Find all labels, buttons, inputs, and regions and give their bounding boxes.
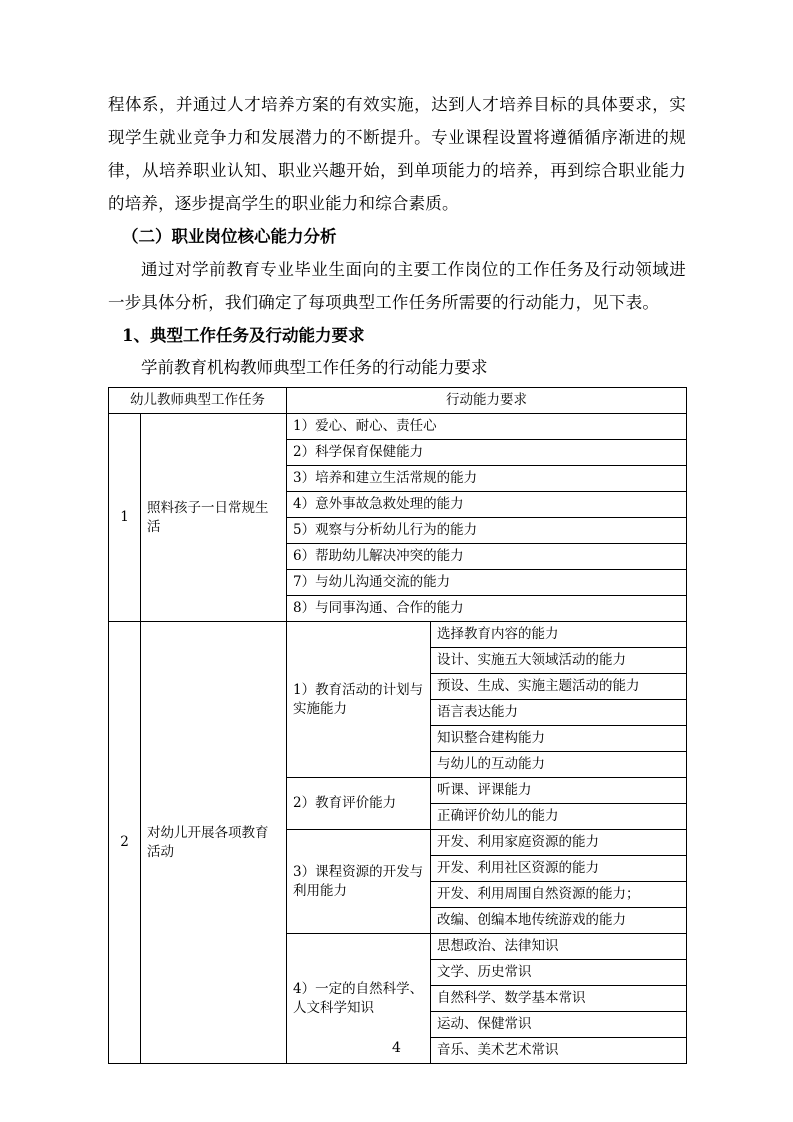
ability-item: 8）与同事沟通、合作的能力 [287, 596, 687, 622]
table-header-task: 幼儿教师典型工作任务 [109, 388, 287, 414]
row-number: 1 [109, 414, 141, 622]
ability-group-label: 4）一定的自然科学、人文科学知识 [287, 934, 431, 1064]
ability-detail: 设计、实施五大领域活动的能力 [431, 648, 687, 674]
task-name: 照料孩子一日常规生活 [141, 414, 287, 622]
page-number: 4 [392, 1040, 401, 1056]
table-header-ability: 行动能力要求 [287, 388, 687, 414]
task-name: 对幼儿开展各项教育活动 [141, 622, 287, 1064]
page-content [108, 88, 686, 1064]
ability-detail: 预设、生成、实施主题活动的能力 [431, 674, 687, 700]
work-task-ability-table [108, 387, 687, 1064]
ability-detail: 开发、利用周围自然资源的能力； [431, 882, 687, 908]
section-paragraph: 通过对学前教育专业毕业生面向的主要工作岗位的工作任务及行动领域进一步具体分析，我们确定了每项典型工作任务所需要的行动能力，见下表。 [108, 260, 686, 312]
ability-detail: 正确评价幼儿的能力 [431, 804, 687, 830]
table-header-row [109, 388, 687, 414]
ability-item: 5）观察与分析幼儿行为的能力 [287, 518, 687, 544]
section-heading: （二）职业岗位核心能力分析 [122, 227, 337, 246]
body-paragraph-1: 程体系，并通过人才培养方案的有效实施，达到人才培养目标的具体要求，实现学生就业竞争力和发展潜力的不断提升。专业课程设置将遵循循序渐进的规律，从培养职业认知、职业兴趣开始，到单项能力的培养，再到综合职业能力的培养，逐步提高学生的职业能力和综合素质。 [108, 95, 686, 213]
ability-item: 2）科学保育保健能力 [287, 440, 687, 466]
ability-detail: 自然科学、数学基本常识 [431, 986, 687, 1012]
table-row [109, 414, 687, 440]
table-caption: 学前教育机构教师典型工作任务的行动能力要求 [141, 358, 488, 377]
ability-item: 3）培养和建立生活常规的能力 [287, 466, 687, 492]
ability-item: 6）帮助幼儿解决冲突的能力 [287, 544, 687, 570]
ability-group-label: 3）课程资源的开发与利用能力 [287, 830, 431, 934]
ability-group-label: 2）教育评价能力 [287, 778, 431, 830]
row-number: 2 [109, 622, 141, 1064]
ability-detail: 运动、保健常识 [431, 1012, 687, 1038]
ability-detail: 知识整合建构能力 [431, 726, 687, 752]
subsection-heading: 1、典型工作任务及行动能力要求 [122, 326, 365, 345]
ability-detail: 思想政治、法律知识 [431, 934, 687, 960]
ability-group-label: 1）教育活动的计划与实施能力 [287, 622, 431, 778]
ability-detail: 开发、利用社区资源的能力 [431, 856, 687, 882]
ability-detail: 文学、历史常识 [431, 960, 687, 986]
ability-detail: 音乐、美术艺术常识 [431, 1038, 687, 1064]
ability-detail: 语言表达能力 [431, 700, 687, 726]
ability-item: 7）与幼儿沟通交流的能力 [287, 570, 687, 596]
ability-item: 4）意外事故急救处理的能力 [287, 492, 687, 518]
ability-detail: 听课、评课能力 [431, 778, 687, 804]
table-row [109, 622, 687, 648]
ability-detail: 选择教育内容的能力 [431, 622, 687, 648]
ability-detail: 开发、利用家庭资源的能力 [431, 830, 687, 856]
ability-item: 1）爱心、耐心、责任心 [287, 414, 687, 440]
ability-detail: 改编、创编本地传统游戏的能力 [431, 908, 687, 934]
ability-detail: 与幼儿的互动能力 [431, 752, 687, 778]
